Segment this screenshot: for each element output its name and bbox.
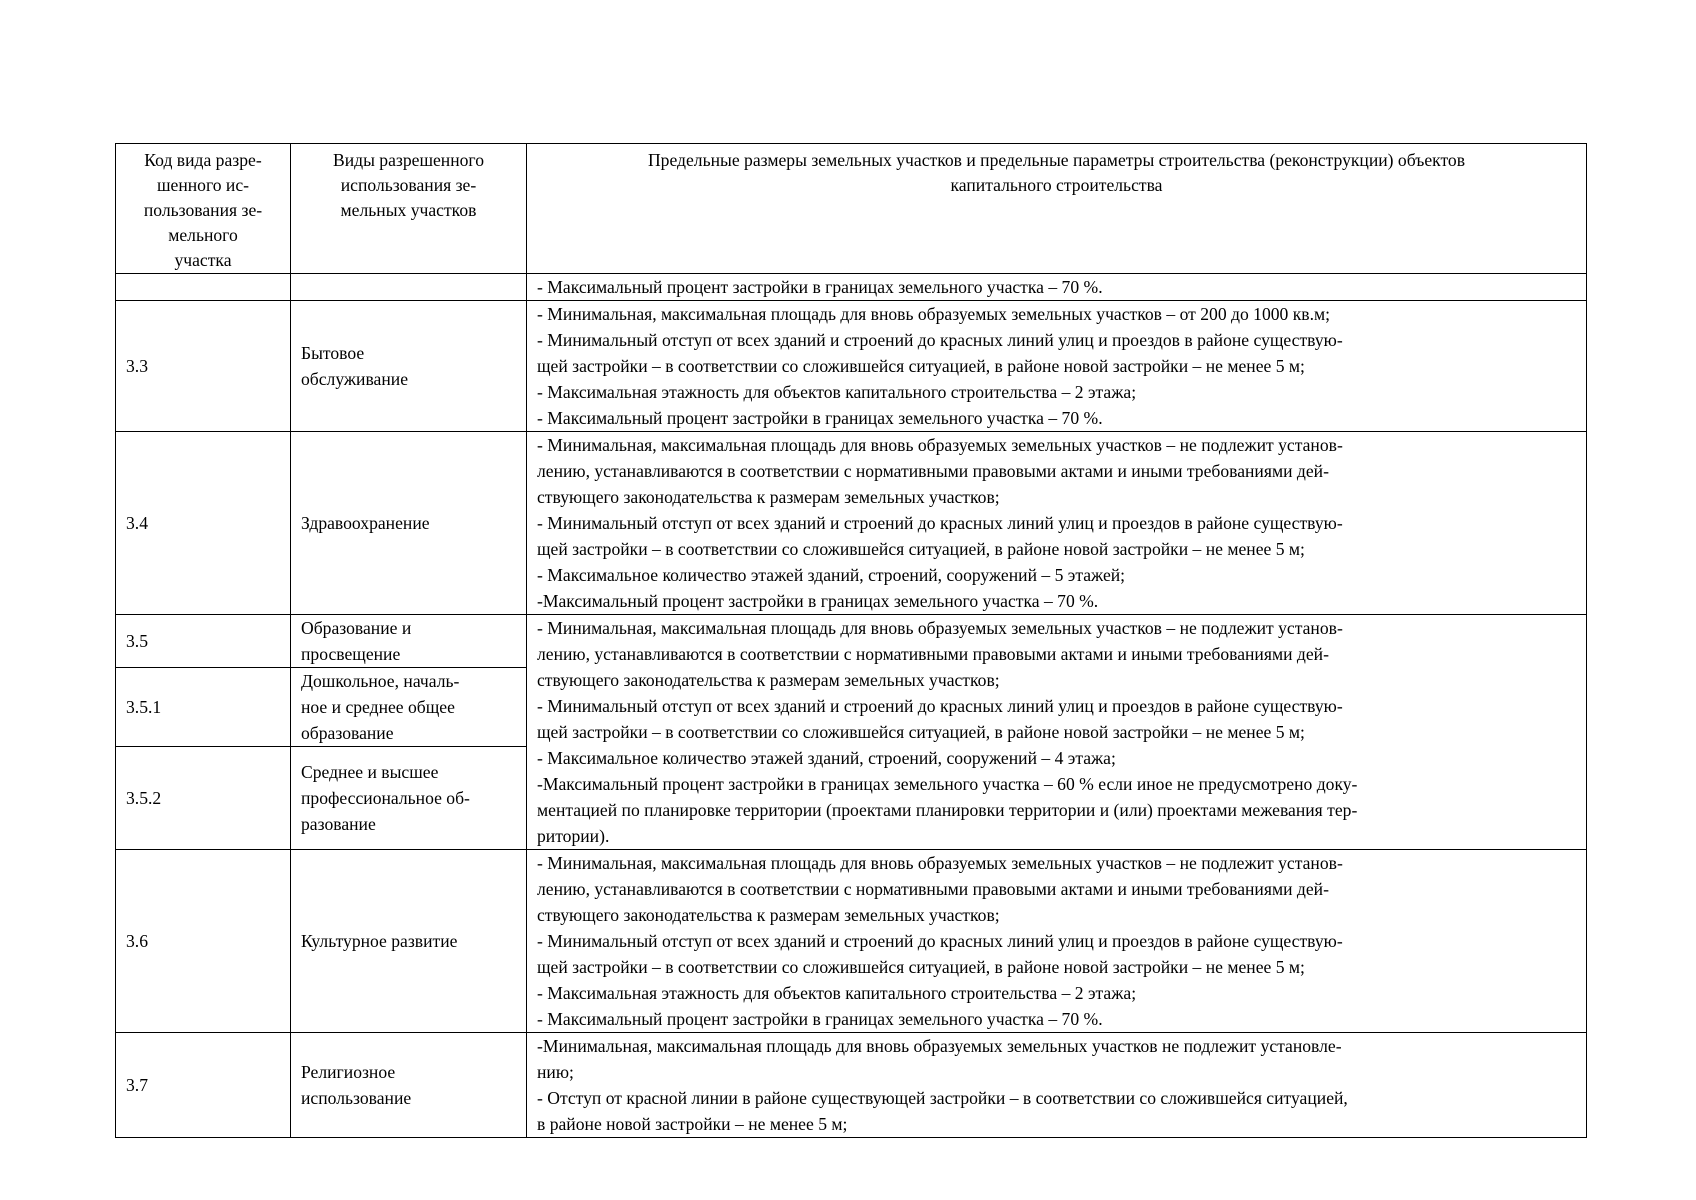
kind-line: Религиозное — [301, 1062, 396, 1082]
header-kind-line: мельных участков — [340, 200, 477, 220]
kind-line: Культурное развитие — [301, 931, 458, 951]
table-row — [116, 274, 1587, 301]
header-code-line: мельного — [168, 225, 238, 245]
kind-cell — [291, 668, 527, 747]
code-cell: 3.4 — [116, 432, 291, 615]
param-line: ритории). — [537, 826, 610, 846]
header-kind-line: Виды разрешенного — [332, 150, 485, 170]
header-code-line: пользования зе- — [143, 200, 263, 220]
param-line: - Максимальная этажность для объектов капитального строительства – 2 этажа; — [537, 983, 1137, 1003]
param-line: щей застройки – в соответствии со сложившейся ситуацией, в районе новой застройки – не менее 5 м; — [537, 356, 1305, 376]
param-line: в районе новой застройки – не менее 5 м; — [537, 1114, 848, 1134]
param-line: - Минимальная, максимальная площадь для вновь образуемых земельных участков – не подлежит установ- — [537, 853, 1343, 873]
code-cell: 3.5.1 — [116, 668, 291, 747]
param-line: - Минимальный отступ от всех зданий и строений до красных линий улиц и проездов в районе существую- — [537, 330, 1343, 350]
header-params-line: капитального строительства — [950, 175, 1163, 195]
kind-line: ное и среднее общее — [301, 697, 455, 717]
param-line: - Максимальная этажность для объектов капитального строительства – 2 этажа; — [537, 382, 1137, 402]
params-cell — [527, 432, 1587, 615]
param-line: - Минимальный отступ от всех зданий и строений до красных линий улиц и проездов в районе существую- — [537, 513, 1343, 533]
kind-cell — [291, 850, 527, 1033]
param-line: ментацией по планировке территории (проектами планировки территории и (или) проектами межевания тер- — [537, 800, 1358, 820]
param-line: - Минимальный отступ от всех зданий и строений до красных линий улиц и проездов в районе существую- — [537, 696, 1343, 716]
header-code-line: Код вида разре- — [144, 150, 262, 170]
table-row — [116, 850, 1587, 1033]
param-line: лению, устанавливаются в соответствии с нормативными правовыми актами и иными требованиями дей- — [537, 644, 1329, 664]
kind-line: профессиональное об- — [301, 788, 470, 808]
kind-line: обслуживание — [301, 369, 408, 389]
code-cell — [116, 274, 291, 301]
kind-cell — [291, 1033, 527, 1138]
params-cell — [527, 615, 1587, 850]
param-line: - Минимальная, максимальная площадь для вновь образуемых земельных участков – не подлежит установ- — [537, 435, 1343, 455]
param-line: - Минимальная, максимальная площадь для вновь образуемых земельных участков – от 200 до 1000 кв.м; — [537, 304, 1331, 324]
table-row — [116, 1033, 1587, 1138]
header-kind-line: использования зе- — [340, 175, 477, 195]
header-code-cell — [116, 144, 291, 274]
param-line: -Максимальный процент застройки в границах земельного участка – 70 %. — [537, 591, 1099, 611]
kind-line: образование — [301, 723, 394, 743]
param-line: - Минимальный отступ от всех зданий и строений до красных линий улиц и проездов в районе существую- — [537, 931, 1343, 951]
param-line: щей застройки – в соответствии со сложившейся ситуацией, в районе новой застройки – не менее 5 м; — [537, 957, 1305, 977]
land-use-table — [115, 143, 1587, 1138]
header-params-line: Предельные размеры земельных участков и предельные параметры строительства (реконструкции) объектов — [647, 150, 1466, 170]
kind-cell — [291, 301, 527, 432]
param-line: ствующего законодательства к размерам земельных участков; — [537, 905, 1000, 925]
param-line: нию; — [537, 1062, 574, 1082]
kind-cell — [291, 432, 527, 615]
param-line: - Максимальный процент застройки в границах земельного участка – 70 %. — [537, 277, 1103, 297]
kind-line: Среднее и высшее — [301, 762, 439, 782]
param-line: ствующего законодательства к размерам земельных участков; — [537, 487, 1000, 507]
kind-line: просвещение — [301, 644, 401, 664]
header-params-cell — [527, 144, 1587, 274]
header-code-line: участка — [174, 250, 232, 270]
params-cell — [527, 850, 1587, 1033]
kind-cell — [291, 274, 527, 301]
kind-cell — [291, 747, 527, 850]
param-line: - Максимальный процент застройки в границах земельного участка – 70 %. — [537, 1009, 1103, 1029]
kind-line: Дошкольное, началь- — [301, 671, 460, 691]
code-cell: 3.6 — [116, 850, 291, 1033]
code-cell: 3.7 — [116, 1033, 291, 1138]
param-line: - Максимальный процент застройки в границах земельного участка – 70 %. — [537, 408, 1103, 428]
param-line: - Максимальное количество этажей зданий, строений, сооружений – 4 этажа; — [537, 748, 1116, 768]
kind-cell — [291, 615, 527, 668]
param-line: - Отступ от красной линии в районе существующей застройки – в соответствии со сложившейся ситуацией, — [537, 1088, 1348, 1108]
params-cell — [527, 1033, 1587, 1138]
kind-line: разование — [301, 814, 376, 834]
param-line: - Минимальная, максимальная площадь для вновь образуемых земельных участков – не подлежит установ- — [537, 618, 1343, 638]
kind-line: Здравоохранение — [301, 513, 430, 533]
header-code-line: шенного ис- — [156, 175, 250, 195]
param-line: -Максимальный процент застройки в границах земельного участка – 60 % если иное не предусмотрено доку- — [537, 774, 1358, 794]
param-line: ствующего законодательства к размерам земельных участков; — [537, 670, 1000, 690]
kind-line: использование — [301, 1088, 412, 1108]
table-header-row — [116, 144, 1587, 274]
code-cell: 3.5 — [116, 615, 291, 668]
param-line: -Минимальная, максимальная площадь для вновь образуемых земельных участков не подлежит установле- — [537, 1036, 1342, 1056]
param-line: - Максимальное количество этажей зданий, строений, сооружений – 5 этажей; — [537, 565, 1126, 585]
param-line: щей застройки – в соответствии со сложившейся ситуацией, в районе новой застройки – не менее 5 м; — [537, 722, 1305, 742]
header-kind-cell — [291, 144, 527, 274]
kind-line: Образование и — [301, 618, 412, 638]
table-row — [116, 615, 1587, 668]
table-row — [116, 432, 1587, 615]
params-cell — [527, 301, 1587, 432]
table-row — [116, 301, 1587, 432]
params-cell — [527, 274, 1587, 301]
code-cell: 3.3 — [116, 301, 291, 432]
param-line: щей застройки – в соответствии со сложившейся ситуацией, в районе новой застройки – не менее 5 м; — [537, 539, 1305, 559]
param-line: лению, устанавливаются в соответствии с нормативными правовыми актами и иными требованиями дей- — [537, 879, 1329, 899]
kind-line: Бытовое — [301, 343, 365, 363]
param-line: лению, устанавливаются в соответствии с нормативными правовыми актами и иными требованиями дей- — [537, 461, 1329, 481]
code-cell: 3.5.2 — [116, 747, 291, 850]
